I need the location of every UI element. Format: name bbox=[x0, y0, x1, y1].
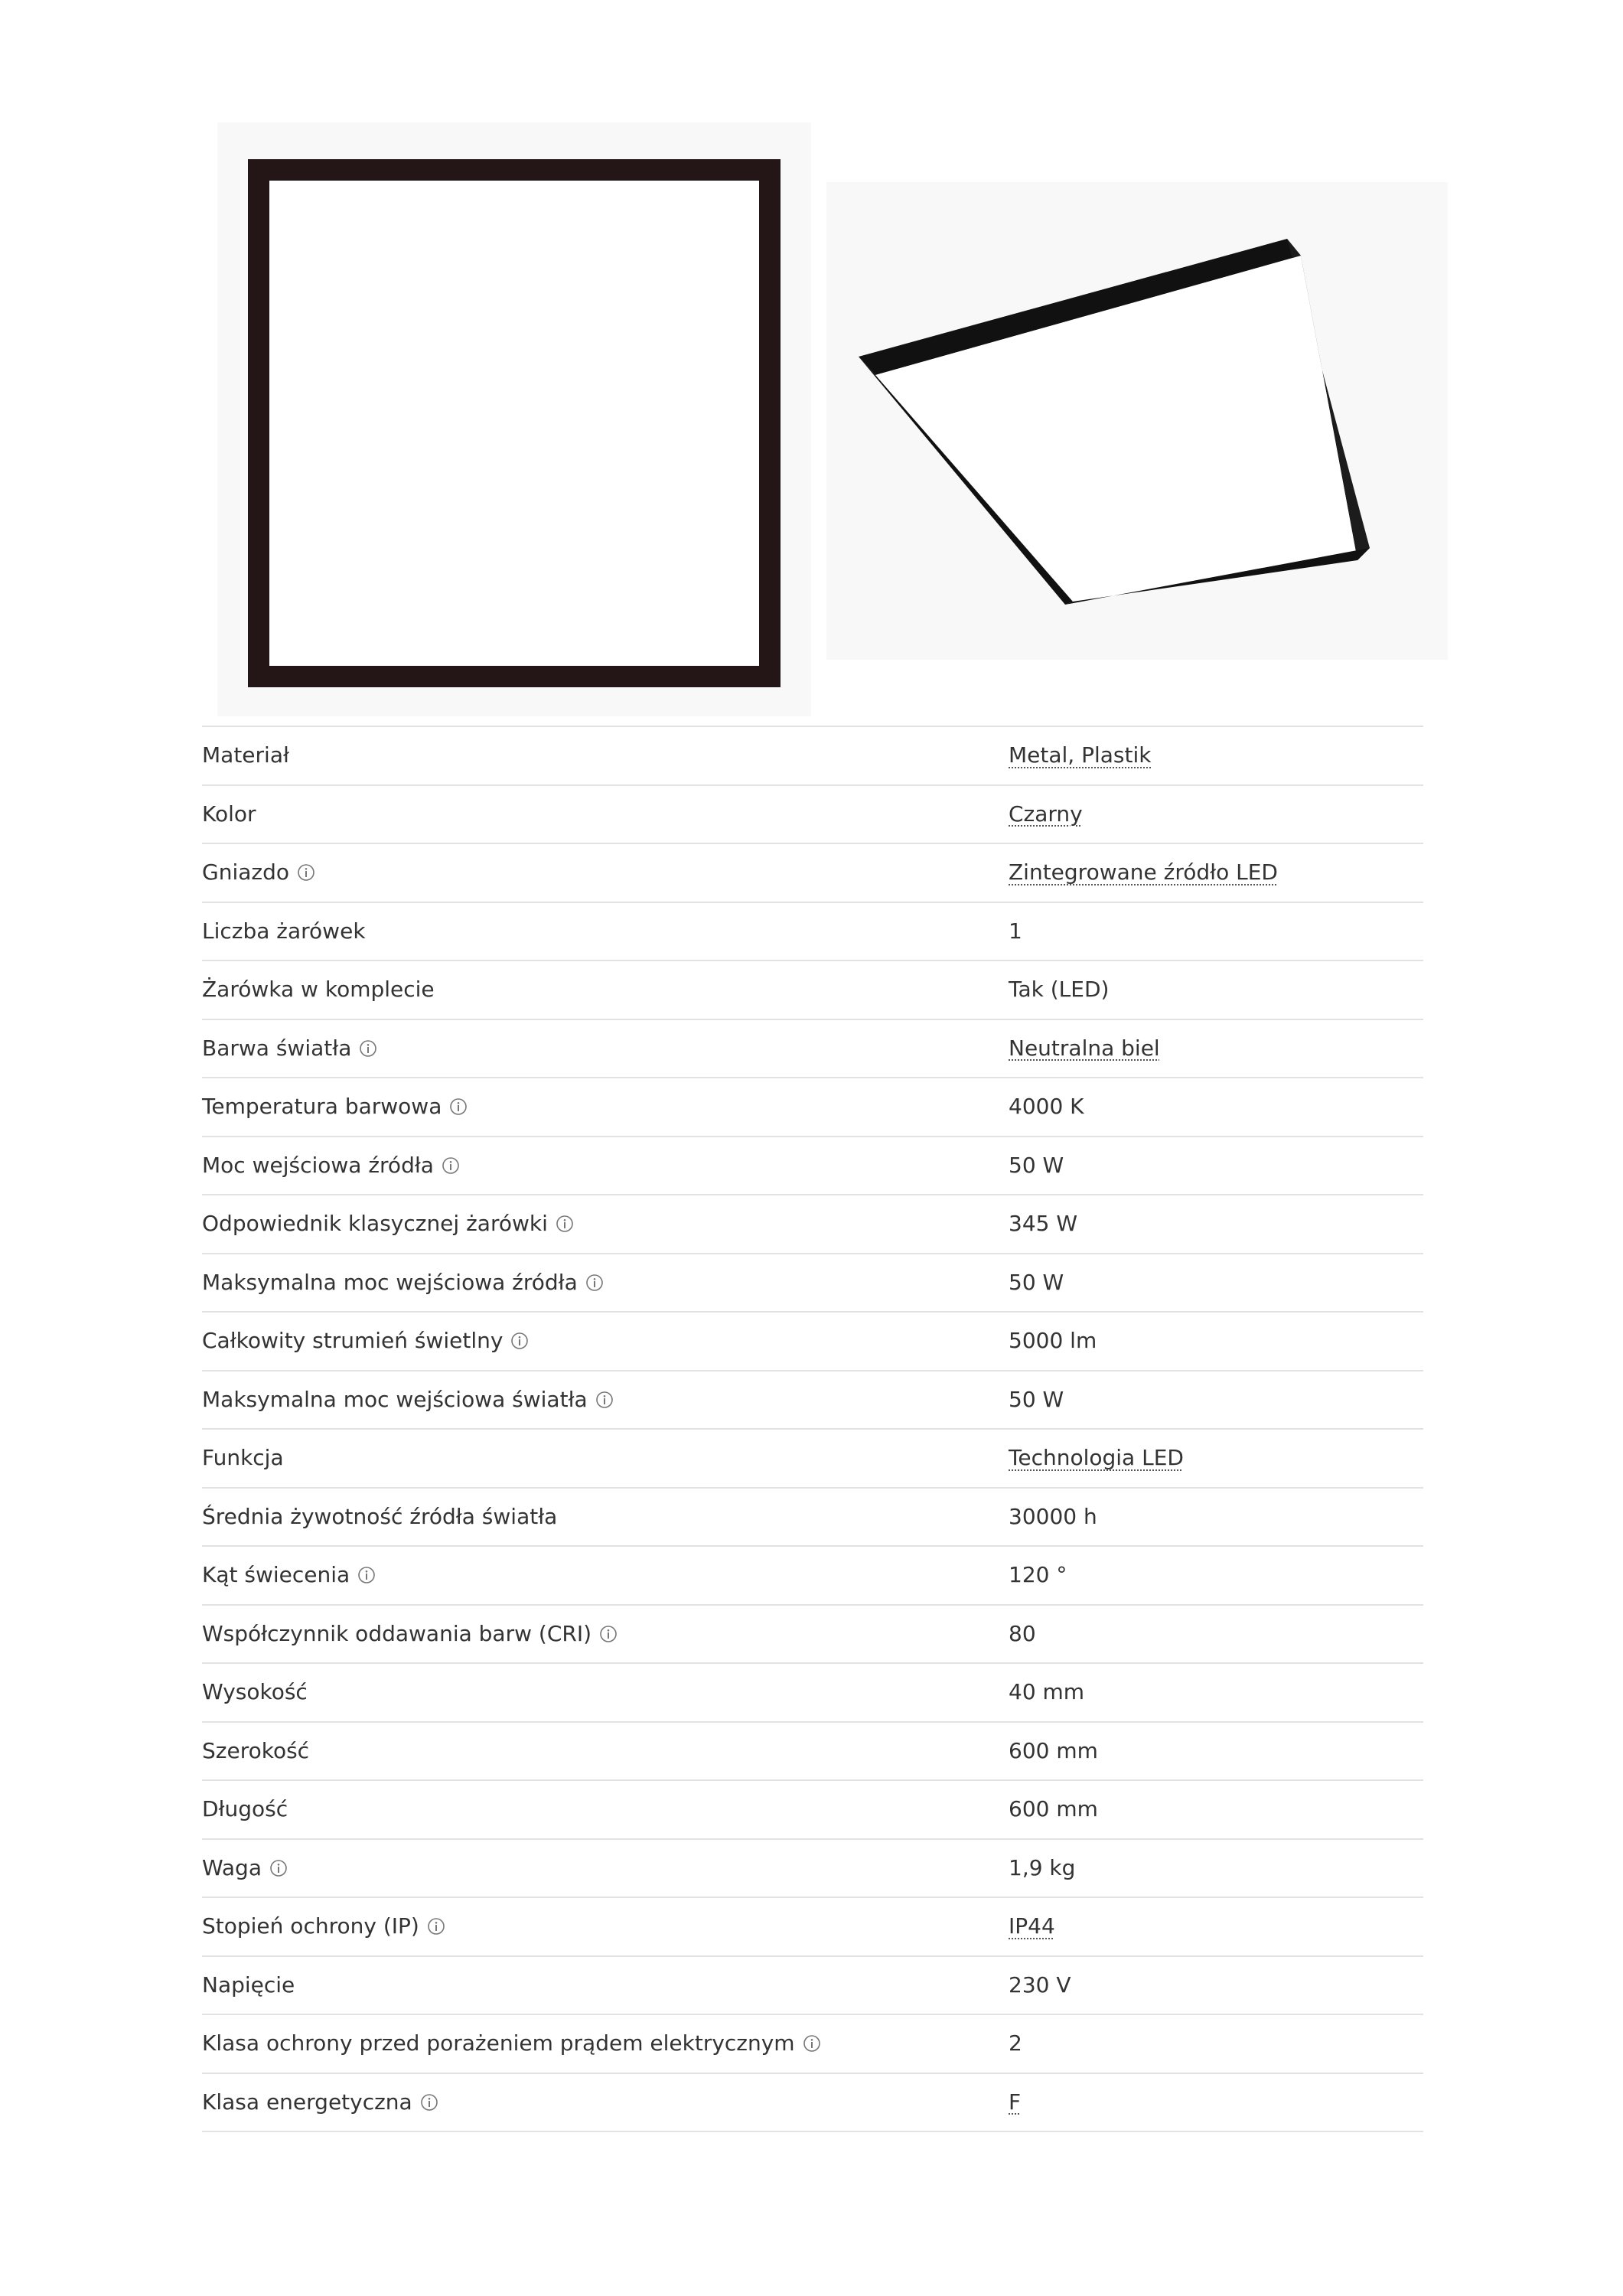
product-image-front[interactable] bbox=[217, 122, 811, 716]
spec-value: 345 W bbox=[1009, 1211, 1078, 1237]
spec-label-cell bbox=[202, 1211, 1009, 1237]
spec-row bbox=[202, 1898, 1423, 1957]
spec-label: Stopień ochrony (IP) bbox=[202, 1913, 419, 1939]
spec-value: 1,9 kg bbox=[1009, 1854, 1076, 1880]
info-icon[interactable] bbox=[556, 1215, 574, 1233]
spec-label-cell bbox=[202, 859, 1009, 885]
spec-value: 600 mm bbox=[1009, 1737, 1098, 1763]
spec-label-cell bbox=[202, 2089, 1009, 2115]
spec-value: 120 ° bbox=[1009, 1562, 1067, 1588]
spec-value-link[interactable]: Czarny bbox=[1009, 801, 1083, 827]
spec-row bbox=[202, 1781, 1423, 1840]
info-icon[interactable] bbox=[269, 1859, 288, 1877]
spec-label-cell bbox=[202, 1152, 1009, 1178]
spec-label-cell bbox=[202, 1564, 1009, 1586]
spec-value: 30000 h bbox=[1009, 1503, 1097, 1529]
spec-label: Odpowiednik klasycznej żarówki bbox=[202, 1211, 548, 1237]
spec-label: Żarówka w komplecie bbox=[202, 977, 435, 1003]
spec-label: Szerokość bbox=[202, 1737, 310, 1763]
spec-value: Tak (LED) bbox=[1009, 977, 1110, 1003]
info-icon[interactable] bbox=[449, 1097, 468, 1116]
spec-label-cell bbox=[202, 918, 1009, 944]
spec-label: Maksymalna moc wejściowa źródła bbox=[202, 1269, 578, 1295]
spec-value-link[interactable]: Technologia LED bbox=[1009, 1445, 1184, 1471]
info-icon[interactable] bbox=[442, 1156, 460, 1175]
spec-label: Klasa ochrony przed porażeniem prądem elektrycznym bbox=[202, 2030, 795, 2056]
spec-row bbox=[202, 786, 1423, 845]
spec-label: Gniazdo bbox=[202, 859, 289, 885]
spec-row bbox=[202, 2015, 1423, 2074]
spec-value-link[interactable]: Metal, Plastik bbox=[1009, 742, 1152, 768]
spec-label-cell bbox=[202, 2030, 1009, 2056]
spec-label-cell bbox=[202, 1269, 1009, 1295]
info-icon[interactable] bbox=[803, 2034, 821, 2053]
spec-value: 600 mm bbox=[1009, 1796, 1098, 1822]
spec-label: Liczba żarówek bbox=[202, 918, 366, 944]
spec-label: Długość bbox=[202, 1796, 288, 1822]
spec-label-cell bbox=[202, 1447, 1009, 1469]
spec-row bbox=[202, 1840, 1423, 1899]
spec-label: Klasa energetyczna bbox=[202, 2089, 412, 2115]
spec-label: Waga bbox=[202, 1854, 262, 1880]
spec-row bbox=[202, 1430, 1423, 1489]
square-panel-perspective-icon bbox=[826, 182, 1448, 660]
spec-label-cell bbox=[202, 1035, 1009, 1061]
spec-value: 2 bbox=[1009, 2030, 1022, 2056]
spec-row bbox=[202, 961, 1423, 1020]
spec-value: 40 mm bbox=[1009, 1679, 1085, 1705]
spec-label-cell bbox=[202, 1620, 1009, 1646]
spec-row bbox=[202, 1078, 1423, 1137]
spec-label: Funkcja bbox=[202, 1445, 284, 1471]
spec-value: 50 W bbox=[1009, 1386, 1064, 1412]
spec-label: Maksymalna moc wejściowa światła bbox=[202, 1386, 588, 1412]
spec-label-cell bbox=[202, 1913, 1009, 1939]
spec-label-cell bbox=[202, 977, 1009, 1003]
spec-row bbox=[202, 1137, 1423, 1196]
spec-value-link[interactable]: Neutralna biel bbox=[1009, 1035, 1160, 1061]
spec-label-cell bbox=[202, 1386, 1009, 1412]
spec-label: Kąt świecenia bbox=[202, 1562, 350, 1588]
spec-row bbox=[202, 1664, 1423, 1723]
spec-value: 5000 lm bbox=[1009, 1328, 1097, 1354]
product-image-perspective[interactable] bbox=[826, 182, 1448, 660]
spec-label: Średnia żywotność źródła światła bbox=[202, 1503, 558, 1529]
spec-label-cell bbox=[202, 1094, 1009, 1120]
info-icon[interactable] bbox=[427, 1917, 445, 1936]
spec-label: Barwa światła bbox=[202, 1035, 352, 1061]
spec-row bbox=[202, 1371, 1423, 1430]
info-icon[interactable] bbox=[595, 1391, 614, 1409]
spec-row bbox=[202, 1254, 1423, 1313]
spec-label: Całkowity strumień świetlny bbox=[202, 1328, 504, 1354]
spec-row bbox=[202, 1195, 1423, 1254]
spec-value: 50 W bbox=[1009, 1152, 1064, 1178]
spec-label: Kolor bbox=[202, 801, 256, 827]
info-icon[interactable] bbox=[359, 1039, 377, 1058]
spec-value: 50 W bbox=[1009, 1269, 1064, 1295]
info-icon[interactable] bbox=[585, 1274, 604, 1292]
spec-label-cell bbox=[202, 1737, 1009, 1763]
spec-row bbox=[202, 2074, 1423, 2133]
spec-label: Napięcie bbox=[202, 1971, 295, 1998]
spec-row bbox=[202, 844, 1423, 903]
spec-row bbox=[202, 727, 1423, 786]
spec-value: 230 V bbox=[1009, 1971, 1071, 1998]
spec-label: Temperatura barwowa bbox=[202, 1094, 442, 1120]
spec-label-cell bbox=[202, 1854, 1009, 1880]
spec-label: Moc wejściowa źródła bbox=[202, 1152, 434, 1178]
spec-value-link[interactable]: IP44 bbox=[1009, 1913, 1055, 1939]
spec-label-cell bbox=[202, 1503, 1009, 1529]
info-icon[interactable] bbox=[599, 1625, 618, 1643]
specification-table bbox=[202, 726, 1423, 2132]
spec-value-link[interactable]: Zintegrowane źródło LED bbox=[1009, 859, 1278, 885]
spec-row bbox=[202, 1489, 1423, 1548]
spec-label-cell bbox=[202, 1971, 1009, 1998]
spec-row bbox=[202, 1957, 1423, 2016]
spec-label: Materiał bbox=[202, 742, 289, 768]
spec-value: 4000 K bbox=[1009, 1094, 1084, 1120]
info-icon[interactable] bbox=[420, 2093, 438, 2112]
info-icon[interactable] bbox=[510, 1332, 529, 1350]
spec-label-cell bbox=[202, 1681, 1009, 1703]
spec-value-link[interactable]: F bbox=[1009, 2089, 1022, 2115]
spec-label-cell bbox=[202, 801, 1009, 827]
spec-label-cell bbox=[202, 1796, 1009, 1822]
spec-row bbox=[202, 1723, 1423, 1782]
spec-row bbox=[202, 1313, 1423, 1371]
spec-row bbox=[202, 903, 1423, 962]
spec-value: 80 bbox=[1009, 1620, 1036, 1646]
spec-label: Współczynnik oddawania barw (CRI) bbox=[202, 1620, 592, 1646]
spec-value: 1 bbox=[1009, 918, 1022, 944]
square-panel-front-icon bbox=[217, 122, 811, 716]
info-icon[interactable] bbox=[357, 1566, 376, 1584]
info-icon[interactable] bbox=[297, 863, 315, 882]
spec-label-cell bbox=[202, 1330, 1009, 1352]
spec-label-cell bbox=[202, 742, 1009, 768]
spec-row bbox=[202, 1020, 1423, 1079]
spec-row bbox=[202, 1547, 1423, 1606]
spec-row bbox=[202, 1606, 1423, 1665]
spec-label: Wysokość bbox=[202, 1679, 308, 1705]
